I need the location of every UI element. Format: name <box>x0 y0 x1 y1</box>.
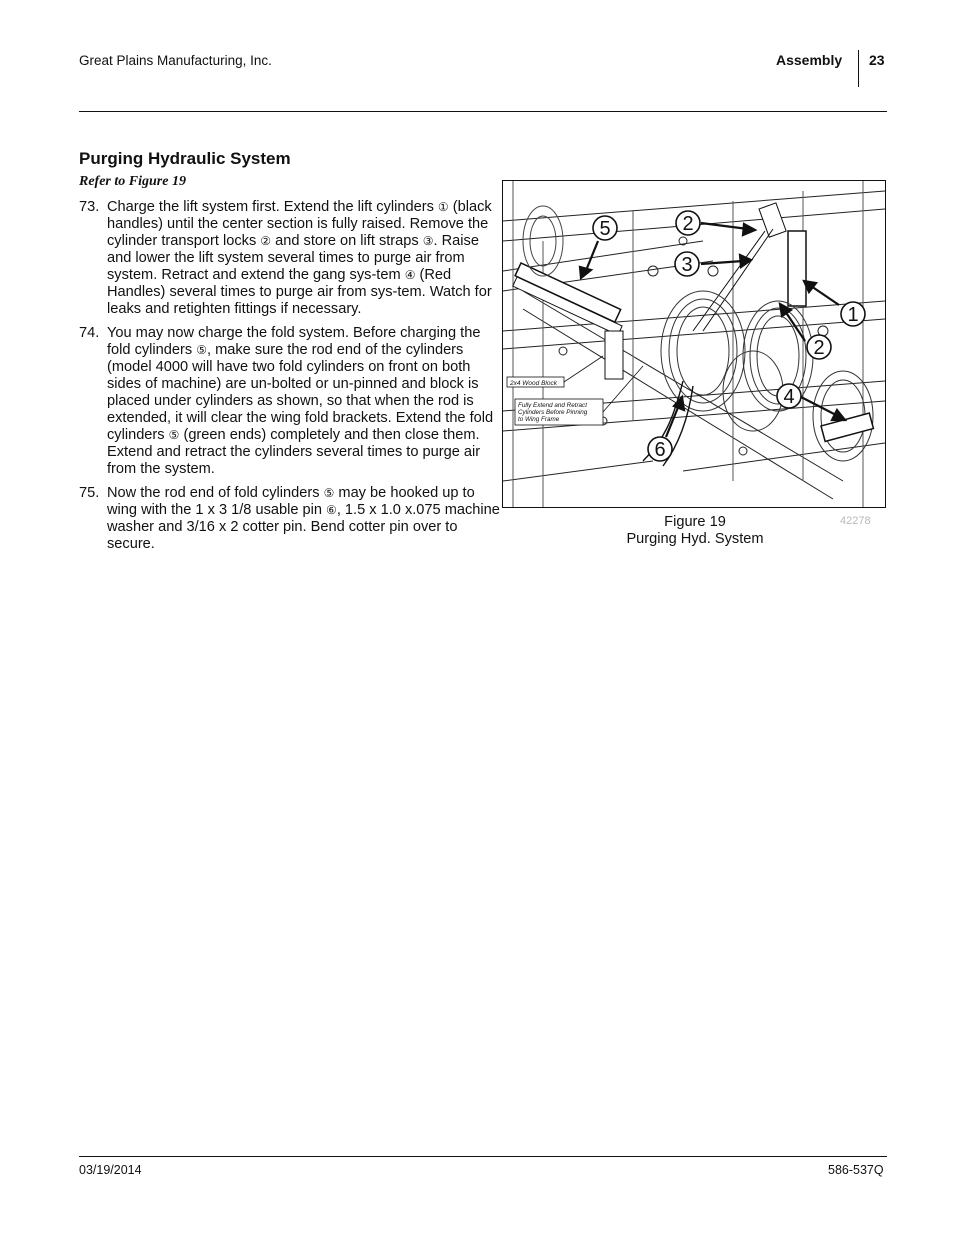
callout-6-ref: ⑥ <box>326 503 337 517</box>
step-text: Now the rod end of fold cylinders ⑤ may be hooked up to wing with the 1 x 3 1/8 usable pin ⑥, 1.5 x 1.0 x.075 machine washer and 3/16 x 2 cotter pin. Bend cotter pin over to secure. <box>107 485 500 552</box>
step-number: 75. <box>79 485 100 501</box>
header-company: Great Plains Manufacturing, Inc. <box>79 53 272 68</box>
figure-id: 42278 <box>840 515 871 527</box>
callout-6: 6 <box>654 439 666 461</box>
extend-note-line-1: Fully Extend and Retract <box>518 402 587 409</box>
page-number: 23 <box>869 52 885 68</box>
step-74 <box>79 325 501 478</box>
footer-rule <box>79 1156 887 1157</box>
callout-2b: 2 <box>813 337 825 359</box>
callout-1-ref: ① <box>437 200 449 214</box>
step-text: Charge the lift system first. Extend the lift cylinders ① (black handles) until the center section is fully raised. Remove the cylinder transport locks ② and store on lift straps ③. Raise and lower the lift system several times to purge air from system. Retract and extend the gang sys-tem ④ (Red Handles) several times to purge air from sys-tem. Watch for leaks and retighten fittings if necessary. <box>107 199 492 317</box>
callout-1: 1 <box>847 304 859 326</box>
step-73 <box>79 199 501 318</box>
figure-19 <box>502 180 886 508</box>
callout-2: 2 <box>682 213 694 235</box>
footer-date: 03/19/2014 <box>79 1163 142 1177</box>
step-text: You may now charge the fold system. Before charging the fold cylinders ⑤, make sure the rod end of the cylinders (model 4000 will have two fold cylinders on front on both sides of machine) are un-bolted or un-pinned and block is placed under cylinders as shown, so that when the rod is extended, it will clear the wing fold brackets. Extend the fold cylinders ⑤ (green ends) completely and then close them. Extend and retract the cylinders several times to purge air from the system. <box>107 325 494 477</box>
callout-2-ref: ② <box>260 234 272 248</box>
wood-block-label: 2x4 Wood Block <box>510 380 557 387</box>
section-title: Purging Hydraulic System <box>79 149 291 168</box>
callout-4: 4 <box>783 386 795 408</box>
figure-caption-number: Figure 19 <box>664 514 726 530</box>
header-rule <box>79 111 887 112</box>
steps-list <box>79 199 501 560</box>
step-75 <box>79 485 501 553</box>
extend-note-line-3: to Wing Frame <box>518 416 560 423</box>
header-separator <box>858 50 859 87</box>
callout-5: 5 <box>599 218 611 240</box>
callout-5-ref: ⑤ <box>196 343 207 357</box>
callout-3: 3 <box>681 254 693 276</box>
figure-reference: Refer to Figure 19 <box>79 174 186 189</box>
step-number: 73. <box>79 199 100 215</box>
callout-3-ref: ③ <box>422 234 434 248</box>
callout-5-ref: ⑤ <box>323 486 335 500</box>
step-number: 74. <box>79 325 100 341</box>
callout-4-ref: ④ <box>404 268 416 282</box>
header-section: Assembly <box>776 52 843 68</box>
callout-5-ref: ⑤ <box>168 428 180 442</box>
figure-caption-title: Purging Hyd. System <box>626 531 764 547</box>
extend-note-line-2: Cylinders Before Pinning <box>518 409 588 416</box>
footer-doc-number: 586-537Q <box>828 1163 884 1177</box>
hydraulic-system-drawing <box>503 181 885 507</box>
